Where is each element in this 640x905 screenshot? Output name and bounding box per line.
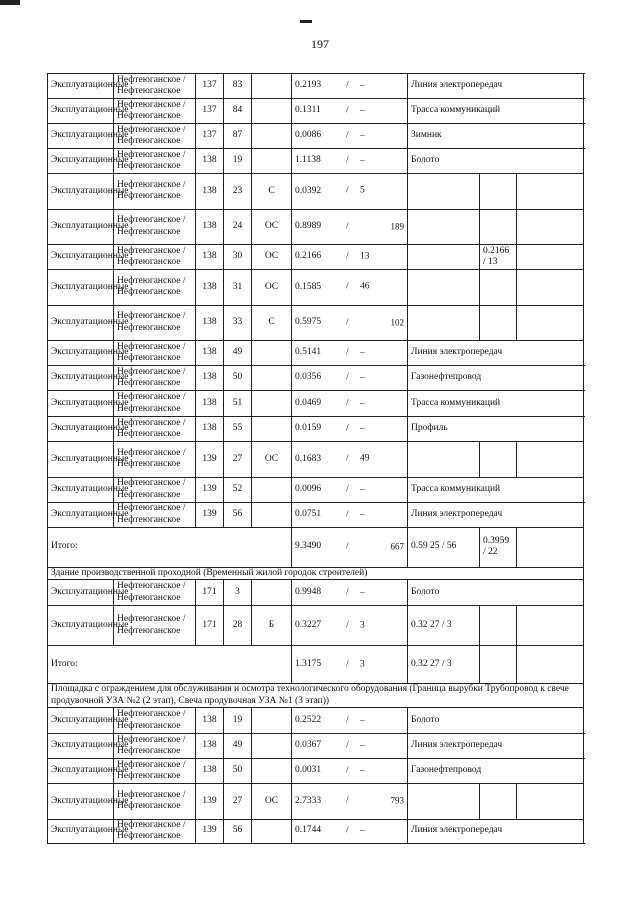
area-value: 0.2193 xyxy=(295,80,322,91)
allotment-cell: 87 xyxy=(224,124,252,149)
owner-cell: Нефтеюганское / Нефтеюганское xyxy=(114,819,196,843)
area-value: 0.2522 xyxy=(295,714,322,725)
volume-cell-c1 xyxy=(408,209,480,245)
owner-cell: Нефтеюганское / Нефтеюганское xyxy=(114,99,196,124)
category-cell: Эксплуатационные xyxy=(48,209,114,245)
category-cell: Эксплуатационные xyxy=(48,759,114,784)
area-cell xyxy=(292,417,408,442)
category-cell: Эксплуатационные xyxy=(48,74,114,99)
slash-separator: / xyxy=(346,155,349,166)
allotment-cell: 56 xyxy=(224,819,252,843)
section-heading-row xyxy=(48,684,584,708)
slash-separator: / xyxy=(346,251,349,262)
category-cell: Эксплуатационные xyxy=(48,124,114,149)
table-row xyxy=(48,502,584,527)
area-cell xyxy=(292,270,408,306)
total-row xyxy=(48,646,584,684)
slash-separator: / xyxy=(346,825,349,836)
category-cell: Эксплуатационные xyxy=(48,174,114,210)
area-value: 0.9948 xyxy=(295,586,322,597)
table-row xyxy=(48,99,584,124)
area-cell xyxy=(292,174,408,210)
description-cell: Линия электропередач xyxy=(408,819,584,843)
area-cell xyxy=(292,606,408,646)
area-count: – xyxy=(360,714,365,725)
area-value: 9.3490 xyxy=(295,541,322,552)
category-cell: Эксплуатационные xyxy=(48,149,114,174)
quarter-cell: 138 xyxy=(196,209,224,245)
mark-cell xyxy=(252,580,292,606)
section-heading: Здание производственной проходной (Временный жилой городок строителей) xyxy=(48,567,584,580)
total-volume-c1: 0.59 25 / 56 xyxy=(408,527,480,567)
owner-cell: Нефтеюганское / Нефтеюганское xyxy=(114,124,196,149)
owner-cell: Нефтеюганское / Нефтеюганское xyxy=(114,734,196,759)
category-cell: Эксплуатационные xyxy=(48,99,114,124)
mark-cell xyxy=(252,341,292,366)
volume-cell-c3 xyxy=(517,305,584,341)
area-count: – xyxy=(360,130,365,141)
table-row xyxy=(48,341,584,366)
slash-separator: / xyxy=(346,281,349,292)
volume-cell-c1 xyxy=(408,442,480,478)
area-value: 0.0356 xyxy=(295,372,322,383)
table-row xyxy=(48,606,584,646)
category-cell: Эксплуатационные xyxy=(48,341,114,366)
quarter-cell: 138 xyxy=(196,734,224,759)
volume-cell-c3 xyxy=(517,174,584,210)
slash-separator: / xyxy=(346,423,349,434)
allotment-cell: 24 xyxy=(224,209,252,245)
table-row xyxy=(48,305,584,341)
area-count: – xyxy=(360,765,365,776)
table-row xyxy=(48,759,584,784)
volume-cell-c1 xyxy=(408,305,480,341)
area-cell xyxy=(292,341,408,366)
area-count: 667 xyxy=(390,541,404,552)
table-row xyxy=(48,270,584,306)
area-count: – xyxy=(360,372,365,383)
area-count: 49 xyxy=(360,453,370,464)
owner-cell: Нефтеюганское / Нефтеюганское xyxy=(114,74,196,99)
total-volume-c3 xyxy=(517,646,584,684)
area-count: – xyxy=(360,825,365,836)
area-count: – xyxy=(360,740,365,751)
category-cell: Эксплуатационные xyxy=(48,477,114,502)
scan-mark-top-left xyxy=(0,0,20,5)
area-count: – xyxy=(360,483,365,494)
description-cell: Болото xyxy=(408,580,584,606)
slash-separator: / xyxy=(346,453,349,464)
owner-cell: Нефтеюганское / Нефтеюганское xyxy=(114,606,196,646)
area-cell xyxy=(292,708,408,734)
table-row xyxy=(48,734,584,759)
slash-separator: / xyxy=(346,508,349,519)
mark-cell xyxy=(252,391,292,417)
area-count: 189 xyxy=(390,221,404,232)
area-cell xyxy=(292,502,408,527)
mark-cell: ОС xyxy=(252,784,292,820)
quarter-cell: 138 xyxy=(196,417,224,442)
volume-cell-c2: 0.2166 / 13 xyxy=(480,245,517,270)
mark-cell: ОС xyxy=(252,270,292,306)
slash-separator: / xyxy=(346,130,349,141)
area-cell xyxy=(292,442,408,478)
volume-cell-c2 xyxy=(480,209,517,245)
table-row xyxy=(48,174,584,210)
volume-cell-c2 xyxy=(480,606,517,646)
slash-separator: / xyxy=(346,372,349,383)
category-cell: Эксплуатационные xyxy=(48,734,114,759)
mark-cell xyxy=(252,477,292,502)
table-row xyxy=(48,245,584,270)
area-count: – xyxy=(360,155,365,166)
allotment-cell: 27 xyxy=(224,784,252,820)
mark-cell xyxy=(252,74,292,99)
quarter-cell: 171 xyxy=(196,580,224,606)
owner-cell: Нефтеюганское / Нефтеюганское xyxy=(114,759,196,784)
area-cell xyxy=(292,734,408,759)
area-count: 3 xyxy=(360,658,365,669)
allotment-cell: 28 xyxy=(224,606,252,646)
slash-separator: / xyxy=(346,221,349,231)
category-cell: Эксплуатационные xyxy=(48,366,114,391)
category-cell: Эксплуатационные xyxy=(48,245,114,270)
quarter-cell: 138 xyxy=(196,245,224,270)
area-value: 0.8989 xyxy=(295,221,322,231)
slash-separator: / xyxy=(346,105,349,116)
quarter-cell: 171 xyxy=(196,606,224,646)
description-cell: Трасса коммуникаций xyxy=(408,391,584,417)
quarter-cell: 137 xyxy=(196,99,224,124)
allotment-cell: 49 xyxy=(224,341,252,366)
allotment-cell: 31 xyxy=(224,270,252,306)
owner-cell: Нефтеюганское / Нефтеюганское xyxy=(114,784,196,820)
total-volume-c2 xyxy=(480,646,517,684)
category-cell: Эксплуатационные xyxy=(48,819,114,843)
table-row xyxy=(48,149,584,174)
area-cell xyxy=(292,366,408,391)
mark-cell xyxy=(252,819,292,843)
category-cell: Эксплуатационные xyxy=(48,442,114,478)
page-number: 197 xyxy=(311,37,329,51)
table-row xyxy=(48,74,584,99)
owner-cell: Нефтеюганское / Нефтеюганское xyxy=(114,477,196,502)
owner-cell: Нефтеюганское / Нефтеюганское xyxy=(114,305,196,341)
allotment-cell: 56 xyxy=(224,502,252,527)
area-count: – xyxy=(360,586,365,597)
volume-cell-c3 xyxy=(517,442,584,478)
mark-cell: С xyxy=(252,305,292,341)
slash-separator: / xyxy=(346,541,349,552)
area-value: 0.0751 xyxy=(295,508,322,519)
allotment-cell: 84 xyxy=(224,99,252,124)
table-row xyxy=(48,124,584,149)
area-cell xyxy=(292,74,408,99)
area-count: 5 xyxy=(360,185,365,196)
total-volume-c2: 0.3959 / 22 xyxy=(480,527,517,567)
area-cell xyxy=(292,99,408,124)
area-cell xyxy=(292,646,408,684)
slash-separator: / xyxy=(346,586,349,597)
quarter-cell: 137 xyxy=(196,74,224,99)
quarter-cell: 139 xyxy=(196,784,224,820)
area-cell xyxy=(292,305,408,341)
quarter-cell: 138 xyxy=(196,391,224,417)
category-cell: Эксплуатационные xyxy=(48,391,114,417)
description-cell: Линия электропередач xyxy=(408,74,584,99)
volume-cell-c1 xyxy=(408,245,480,270)
mark-cell xyxy=(252,366,292,391)
owner-cell: Нефтеюганское / Нефтеюганское xyxy=(114,502,196,527)
category-cell: Эксплуатационные xyxy=(48,708,114,734)
total-label: Итого: xyxy=(48,527,292,567)
mark-cell: ОС xyxy=(252,442,292,478)
area-value: 0.0086 xyxy=(295,130,322,141)
area-value: 0.0367 xyxy=(295,740,322,751)
allotment-cell: 83 xyxy=(224,74,252,99)
quarter-cell: 139 xyxy=(196,502,224,527)
area-value: 2.7333 xyxy=(295,795,322,806)
volume-cell-c3 xyxy=(517,606,584,646)
quarter-cell: 139 xyxy=(196,442,224,478)
area-value: 0.5975 xyxy=(295,317,322,327)
area-count: – xyxy=(360,105,365,116)
area-value: 0.1585 xyxy=(295,281,322,292)
allotment-cell: 19 xyxy=(224,708,252,734)
category-cell: Эксплуатационные xyxy=(48,784,114,820)
mark-cell xyxy=(252,124,292,149)
slash-separator: / xyxy=(346,714,349,725)
slash-separator: / xyxy=(346,795,349,806)
allotment-cell: 27 xyxy=(224,442,252,478)
description-cell: Линия электропередач xyxy=(408,341,584,366)
area-value: 0.0469 xyxy=(295,397,322,408)
total-label: Итого: xyxy=(48,646,292,684)
area-cell xyxy=(292,527,408,567)
slash-separator: / xyxy=(346,765,349,776)
table-row xyxy=(48,477,584,502)
table-row xyxy=(48,391,584,417)
owner-cell: Нефтеюганское / Нефтеюганское xyxy=(114,149,196,174)
volume-cell-c3 xyxy=(517,209,584,245)
area-value: 0.3227 xyxy=(295,619,322,630)
area-cell xyxy=(292,209,408,245)
table-row xyxy=(48,366,584,391)
area-value: 0.0096 xyxy=(295,483,322,494)
slash-separator: / xyxy=(346,80,349,91)
allotment-cell: 33 xyxy=(224,305,252,341)
allotment-cell: 52 xyxy=(224,477,252,502)
volume-cell-c3 xyxy=(517,784,584,820)
description-cell: Газонефтепровод xyxy=(408,759,584,784)
total-volume-c3 xyxy=(517,527,584,567)
volume-cell-c1 xyxy=(408,270,480,306)
allotment-cell: 3 xyxy=(224,580,252,606)
slash-separator: / xyxy=(346,185,349,196)
area-count: – xyxy=(360,397,365,408)
description-cell: Зимник xyxy=(408,124,584,149)
area-value: 1.1138 xyxy=(295,155,321,166)
mark-cell xyxy=(252,708,292,734)
owner-cell: Нефтеюганское / Нефтеюганское xyxy=(114,391,196,417)
area-cell xyxy=(292,149,408,174)
volume-cell-c2 xyxy=(480,270,517,306)
quarter-cell: 138 xyxy=(196,366,224,391)
mark-cell xyxy=(252,734,292,759)
table-row xyxy=(48,209,584,245)
area-value: 0.1311 xyxy=(295,105,321,116)
allotment-cell: 55 xyxy=(224,417,252,442)
category-cell: Эксплуатационные xyxy=(48,270,114,306)
land-table-body xyxy=(48,74,584,844)
area-value: 0.1683 xyxy=(295,453,322,464)
area-count: 3 xyxy=(360,619,365,630)
area-cell xyxy=(292,784,408,820)
owner-cell: Нефтеюганское / Нефтеюганское xyxy=(114,245,196,270)
quarter-cell: 139 xyxy=(196,477,224,502)
category-cell: Эксплуатационные xyxy=(48,417,114,442)
quarter-cell: 137 xyxy=(196,124,224,149)
volume-cell-c2 xyxy=(480,784,517,820)
slash-separator: / xyxy=(346,619,349,630)
area-count: 793 xyxy=(390,795,404,806)
area-count: 46 xyxy=(360,281,370,292)
owner-cell: Нефтеюганское / Нефтеюганское xyxy=(114,174,196,210)
slash-separator: / xyxy=(346,397,349,408)
slash-separator: / xyxy=(346,740,349,751)
description-cell: Газонефтепровод xyxy=(408,366,584,391)
mark-cell xyxy=(252,99,292,124)
mark-cell: С xyxy=(252,174,292,210)
owner-cell: Нефтеюганское / Нефтеюганское xyxy=(114,442,196,478)
quarter-cell: 138 xyxy=(196,305,224,341)
area-cell xyxy=(292,580,408,606)
allotment-cell: 23 xyxy=(224,174,252,210)
slash-separator: / xyxy=(346,317,349,327)
description-cell: Болото xyxy=(408,149,584,174)
volume-cell-c1 xyxy=(408,784,480,820)
description-cell: Трасса коммуникаций xyxy=(408,99,584,124)
volume-cell-c3 xyxy=(517,245,584,270)
description-cell: Трасса коммуникаций xyxy=(408,477,584,502)
slash-separator: / xyxy=(346,658,349,669)
area-count: 13 xyxy=(360,251,370,262)
allotment-cell: 50 xyxy=(224,759,252,784)
volume-cell-c1: 0.32 27 / 3 xyxy=(408,606,480,646)
owner-cell: Нефтеюганское / Нефтеюганское xyxy=(114,366,196,391)
table-row xyxy=(48,784,584,820)
area-value: 0.0031 xyxy=(295,765,322,776)
area-value: 0.1744 xyxy=(295,825,322,836)
mark-cell xyxy=(252,502,292,527)
description-cell: Болото xyxy=(408,708,584,734)
volume-cell-c2 xyxy=(480,305,517,341)
owner-cell: Нефтеюганское / Нефтеюганское xyxy=(114,341,196,366)
quarter-cell: 138 xyxy=(196,149,224,174)
owner-cell: Нефтеюганское / Нефтеюганское xyxy=(114,209,196,245)
slash-separator: / xyxy=(346,347,349,358)
category-cell: Эксплуатационные xyxy=(48,502,114,527)
table-row xyxy=(48,580,584,606)
area-count: – xyxy=(360,508,365,519)
quarter-cell: 139 xyxy=(196,819,224,843)
owner-cell: Нефтеюганское / Нефтеюганское xyxy=(114,270,196,306)
volume-cell-c2 xyxy=(480,174,517,210)
area-cell xyxy=(292,124,408,149)
volume-cell-c2 xyxy=(480,442,517,478)
description-cell: Линия электропередач xyxy=(408,734,584,759)
owner-cell: Нефтеюганское / Нефтеюганское xyxy=(114,580,196,606)
scan-mark-top-center xyxy=(300,20,312,23)
mark-cell xyxy=(252,417,292,442)
allotment-cell: 19 xyxy=(224,149,252,174)
category-cell: Эксплуатационные xyxy=(48,606,114,646)
quarter-cell: 138 xyxy=(196,708,224,734)
area-value: 1.3175 xyxy=(295,658,322,669)
volume-cell-c1 xyxy=(408,174,480,210)
total-volume-c1: 0.32 27 / 3 xyxy=(408,646,480,684)
owner-cell: Нефтеюганское / Нефтеюганское xyxy=(114,708,196,734)
description-cell: Профиль xyxy=(408,417,584,442)
quarter-cell: 138 xyxy=(196,759,224,784)
allotment-cell: 50 xyxy=(224,366,252,391)
area-count: – xyxy=(360,423,365,434)
table-row xyxy=(48,417,584,442)
mark-cell: ОС xyxy=(252,245,292,270)
mark-cell xyxy=(252,149,292,174)
section-heading: Площадка с ограждением для обслуживания и осмотра технологического оборудования (Граница вырубки Трубопровод к свече продувочной УЗА №2 (2 этап), Свеча продувочная УЗА №1 (3 этап)) xyxy=(48,684,584,708)
area-cell xyxy=(292,819,408,843)
land-table xyxy=(47,73,584,844)
area-cell xyxy=(292,391,408,417)
area-count: – xyxy=(360,347,365,358)
allotment-cell: 51 xyxy=(224,391,252,417)
area-value: 0.0159 xyxy=(295,423,322,434)
section-heading-row xyxy=(48,567,584,580)
area-cell xyxy=(292,245,408,270)
table-row xyxy=(48,819,584,843)
area-value: 0.2166 xyxy=(295,251,322,262)
total-row xyxy=(48,527,584,567)
description-cell: Линия электропередач xyxy=(408,502,584,527)
owner-cell: Нефтеюганское / Нефтеюганское xyxy=(114,417,196,442)
mark-cell: ОС xyxy=(252,209,292,245)
table-row xyxy=(48,442,584,478)
mark-cell xyxy=(252,759,292,784)
table-row xyxy=(48,708,584,734)
quarter-cell: 138 xyxy=(196,341,224,366)
allotment-cell: 49 xyxy=(224,734,252,759)
area-count: – xyxy=(360,80,365,91)
quarter-cell: 138 xyxy=(196,174,224,210)
volume-cell-c3 xyxy=(517,270,584,306)
allotment-cell: 30 xyxy=(224,245,252,270)
area-cell xyxy=(292,759,408,784)
mark-cell: Б xyxy=(252,606,292,646)
quarter-cell: 138 xyxy=(196,270,224,306)
slash-separator: / xyxy=(346,483,349,494)
area-cell xyxy=(292,477,408,502)
category-cell: Эксплуатационные xyxy=(48,305,114,341)
area-value: 0.0392 xyxy=(295,185,322,196)
area-value: 0.5141 xyxy=(295,347,322,358)
area-count: 102 xyxy=(390,317,404,328)
category-cell: Эксплуатационные xyxy=(48,580,114,606)
